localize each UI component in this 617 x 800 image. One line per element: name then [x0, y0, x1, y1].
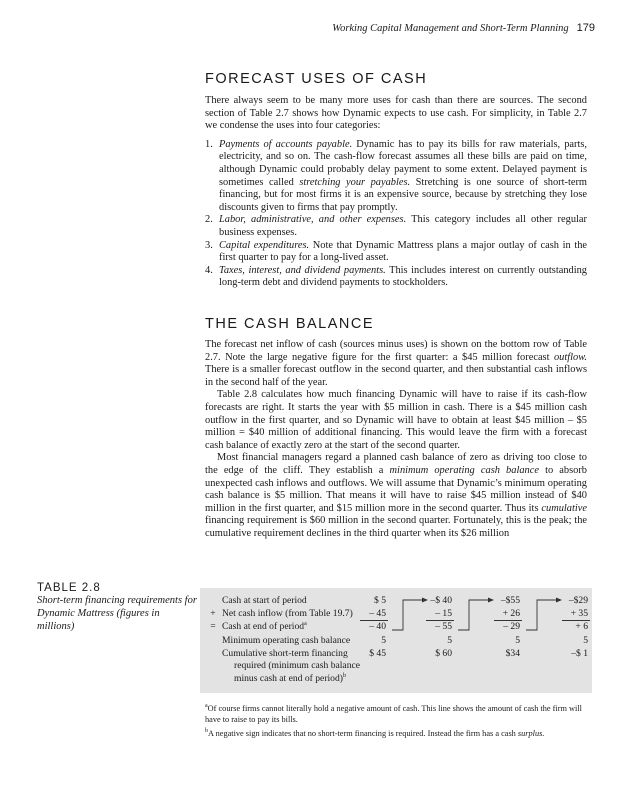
row-label-continuation: required (minimum cash balance	[234, 660, 361, 671]
footnote-text: A negative sign indicates that no short-term financing is required. Instead the firm has a cash	[208, 728, 518, 738]
list-number: 2.	[205, 214, 213, 226]
footnote-marker: a	[205, 703, 208, 709]
row-label-text: Cash at end of period	[222, 621, 305, 633]
row-label: Net cash inflow (from Table 19.7)	[222, 608, 353, 619]
row-label: Minimum operating cash balance	[222, 635, 351, 646]
table-cell: –$ 1	[571, 648, 588, 659]
list-item-text: Dynamic has to pay its bills for raw materials, parts, electricity, and so on. The cash-flow forecast assumes all these bills are paid on time, although Dynamic could probably delay payment to some extent. Delayed payment is sometimes called	[219, 138, 587, 188]
table-footnotes	[205, 701, 595, 739]
uses-list	[205, 139, 587, 290]
cash-balance-paragraph-3	[205, 452, 587, 540]
paragraph-text: Most financial managers regard a planned cash balance of zero as driving too close to the edge of the cliff. They establish a	[205, 452, 587, 476]
table-cell: – 15	[435, 608, 452, 619]
table-cell: $ 60	[435, 648, 452, 659]
table-cell: – 45	[369, 608, 386, 619]
cash-balance-paragraph-1	[205, 339, 587, 389]
footnote-marker: b	[342, 673, 346, 679]
arrow-head	[488, 598, 494, 603]
list-item	[205, 265, 587, 290]
paragraph-text: financing requirement is $60 million in the second quarter. Fortunately, this is the peak; the cumulative requirement declines in the third quarter when its $26 million	[205, 515, 587, 539]
row-label-text: minus cash at end of period)	[234, 673, 343, 685]
footnote-a	[205, 701, 595, 726]
section-cash-balance	[205, 316, 587, 541]
row-operator: +	[210, 608, 216, 619]
table-cell: $34	[505, 648, 520, 659]
table-cell: 5	[381, 635, 386, 646]
footnote-text: Of course firms cannot literally hold a negative amount of cash. This line shows the amount of cash the firm will have to raise to pay its bills.	[205, 703, 582, 725]
list-item-text: Note that Dynamic Mattress plans a major outlay of cash in the first quarter to pay for a long-lived asset.	[219, 239, 588, 264]
list-item	[205, 214, 587, 239]
list-number: 3.	[205, 239, 213, 251]
footnote-marker: a	[304, 621, 307, 627]
list-number: 1.	[205, 138, 213, 150]
footnote-b	[205, 726, 595, 739]
row-label: Cumulative short-term financing	[222, 648, 348, 659]
table-cell: – 55	[435, 621, 452, 632]
footnote-emphasis: surplus.	[517, 728, 545, 738]
table-label: TABLE 2.8	[37, 582, 101, 594]
section-heading-cash-balance: THE CASH BALANCE	[205, 316, 375, 332]
table-cell: –$55	[500, 595, 520, 606]
list-item-lead: Payments of accounts payable.	[219, 138, 353, 150]
table-cell: – 40	[369, 621, 386, 632]
table-cell: 5	[515, 635, 520, 646]
list-item-lead: Labor, administrative, and other expenses.	[219, 214, 407, 226]
table-cell: 5	[583, 635, 588, 646]
page-number: 179	[576, 22, 595, 34]
list-item-text: This category includes all other regular business expenses.	[219, 214, 587, 238]
table-caption-block	[37, 582, 197, 633]
paragraph-emphasis: outflow.	[553, 351, 587, 363]
list-item-emphasis: stretching your payables.	[299, 176, 411, 188]
list-item	[205, 240, 587, 265]
list-item-lead: Capital expenditures.	[219, 239, 310, 251]
carry-forward-arrows	[200, 588, 592, 693]
financing-table	[200, 588, 592, 693]
table-cell: + 6	[575, 621, 588, 632]
list-item-text: Stretching is one source of short-term financing, but for most firms it is an expensive source, because by stretching they lose discounts given to firms that pay promptly.	[219, 176, 587, 213]
uses-intro-paragraph: There always seem to be many more uses for cash than there are sources. The second section of Table 2.7 shows how Dynamic expects to use cash. For simplicity, in Table 2.7 we condense the uses into four categories:	[205, 95, 587, 132]
list-item-lead: Taxes, interest, and dividend payments.	[219, 264, 386, 276]
paragraph-emphasis: cumulative	[541, 502, 587, 514]
table-cell: + 26	[502, 608, 520, 619]
arrow-head	[556, 598, 562, 603]
list-number: 4.	[205, 264, 213, 276]
table-cell: 5	[447, 635, 452, 646]
paragraph-emphasis: minimum operating cash balance	[389, 464, 539, 476]
arrow-connector	[526, 600, 558, 630]
running-header	[332, 22, 595, 34]
table-cell: $ 5	[374, 595, 386, 606]
running-title: Working Capital Management and Short-Term Planning	[332, 23, 569, 34]
paragraph-text: There is a smaller forecast outflow in the second quarter, and then substantial cash inflows in the second half of the year.	[205, 364, 587, 388]
table-cell: – 29	[503, 621, 520, 632]
arrow-head	[422, 598, 428, 603]
section-forecast-uses	[205, 71, 587, 290]
row-label: Cash at start of period	[222, 595, 307, 606]
arrow-connector	[392, 600, 424, 630]
cash-balance-paragraph-2: Table 2.8 calculates how much financing Dynamic will have to raise if its cash-flow forecasts are right. It starts the year with $5 million in cash. There is a $45 million cash outflow in the first quarter, and so Dynamic will have to obtain at least $45 million – $5 million = $40 million of additional financing. This would leave the firm with a forecast cash balance of exactly zero at the start of the second quarter.	[205, 389, 587, 451]
paragraph-text: to absorb unexpected cash inflows and outflows. We will assume that Dynamic’s minimum operating cash balance is $5 million. That means it will have to raise $45 million instead of $40 million in the first quarter, and $15 million more in the second quarter. Thus its	[205, 464, 587, 514]
table-caption: Short-term financing requirements for Dynamic Mattress (figures in millions)	[37, 595, 197, 632]
footnote-marker: b	[205, 727, 208, 734]
list-item-text: This includes interest on currently outstanding long-term debt and dividend payments to stockholders.	[219, 264, 587, 289]
paragraph-text: The forecast net inflow of cash (sources minus uses) is shown on the bottom row of Table 2.7. Note the large negative figure for the first quarter: a $45 million forecast	[205, 339, 587, 363]
list-item	[205, 139, 587, 215]
table-cell: $ 45	[369, 648, 386, 659]
arrow-connector	[458, 600, 490, 630]
table-cell: –$29	[568, 595, 588, 606]
table-cell: + 35	[570, 608, 588, 619]
section-heading-uses: FORECAST USES OF CASH	[205, 71, 428, 87]
row-operator: =	[210, 621, 216, 632]
table-cell: –$ 40	[430, 595, 452, 606]
